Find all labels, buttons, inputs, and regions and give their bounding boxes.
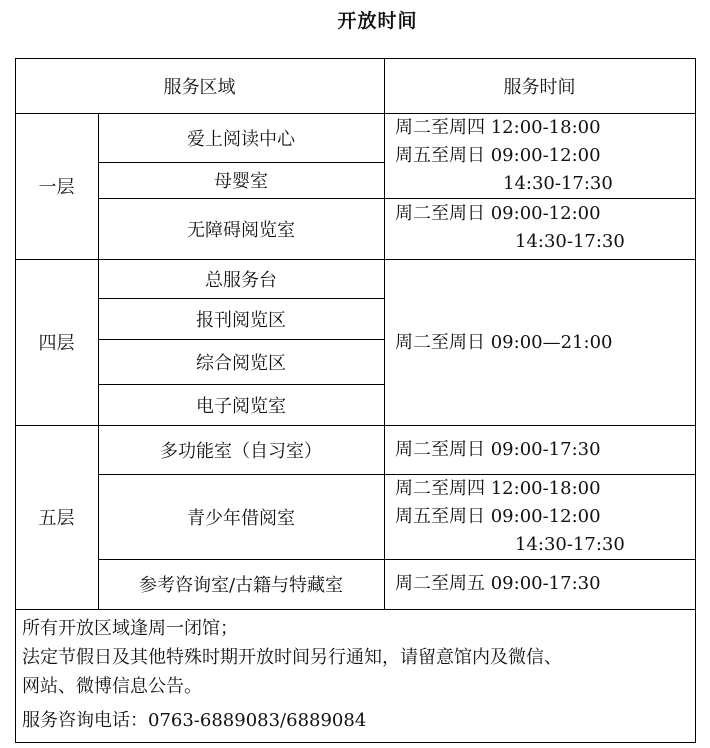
time-line: 周二至周四 12:00-18:00 bbox=[395, 117, 601, 138]
time-line: 周二至周日 09:00-12:00 bbox=[395, 203, 601, 224]
header-time: 服务时间 bbox=[503, 76, 576, 98]
floor-label: 五层 bbox=[38, 508, 75, 529]
room-name: 参考咨询室/古籍与特藏室 bbox=[138, 575, 344, 596]
time-line: 14:30-17:30 bbox=[515, 534, 625, 555]
note-line: 所有开放区域逢周一闭馆； bbox=[22, 618, 238, 639]
floor-label: 四层 bbox=[38, 333, 75, 354]
room-name: 综合阅览区 bbox=[196, 352, 286, 374]
room-name: 爱上阅读中心 bbox=[187, 128, 295, 150]
time-line: 14:30-17:30 bbox=[503, 173, 613, 194]
time-line: 周五至周日 09:00-12:00 bbox=[395, 506, 601, 527]
page-title: 开放时间 bbox=[337, 10, 418, 32]
time-line: 周二至周日 09:00—21:00 bbox=[395, 332, 613, 353]
table-border-bottom bbox=[15, 742, 696, 743]
note-line: 网站、微博信息公告。 bbox=[22, 676, 202, 697]
time-line: 周二至周四 12:00-18:00 bbox=[395, 478, 601, 499]
contact-phone: 服务咨询电话：0763-6889083/6889084 bbox=[22, 710, 367, 731]
room-name: 报刊阅览区 bbox=[196, 309, 286, 331]
floor-label: 一层 bbox=[38, 177, 75, 198]
room-name: 母婴室 bbox=[214, 171, 268, 192]
time-line: 周五至周日 09:00-12:00 bbox=[395, 145, 601, 166]
opening-hours bbox=[395, 200, 625, 256]
opening-hours bbox=[395, 570, 601, 598]
room-name: 总服务台 bbox=[205, 269, 277, 291]
time-line: 14:30-17:30 bbox=[515, 231, 625, 252]
time-line: 周二至周五 09:00-17:30 bbox=[395, 573, 601, 594]
opening-hours bbox=[395, 475, 625, 559]
column-divider bbox=[384, 58, 385, 609]
opening-hours bbox=[395, 436, 601, 464]
room-name: 无障碍阅览室 bbox=[187, 219, 295, 241]
time-line: 周二至周日 09:00-17:30 bbox=[395, 439, 601, 460]
opening-hours bbox=[395, 114, 613, 198]
opening-hours bbox=[395, 329, 612, 357]
room-name: 多功能室（自习室） bbox=[160, 440, 322, 462]
row-divider bbox=[15, 609, 696, 610]
table-border-right bbox=[695, 58, 696, 742]
room-name: 电子阅览室 bbox=[196, 395, 286, 417]
header-area: 服务区域 bbox=[163, 76, 236, 98]
room-name: 青少年借阅室 bbox=[187, 507, 295, 529]
note-line: 法定节假日及其他特殊时期开放时间另行通知，请留意馆内及微信、 bbox=[22, 647, 562, 668]
